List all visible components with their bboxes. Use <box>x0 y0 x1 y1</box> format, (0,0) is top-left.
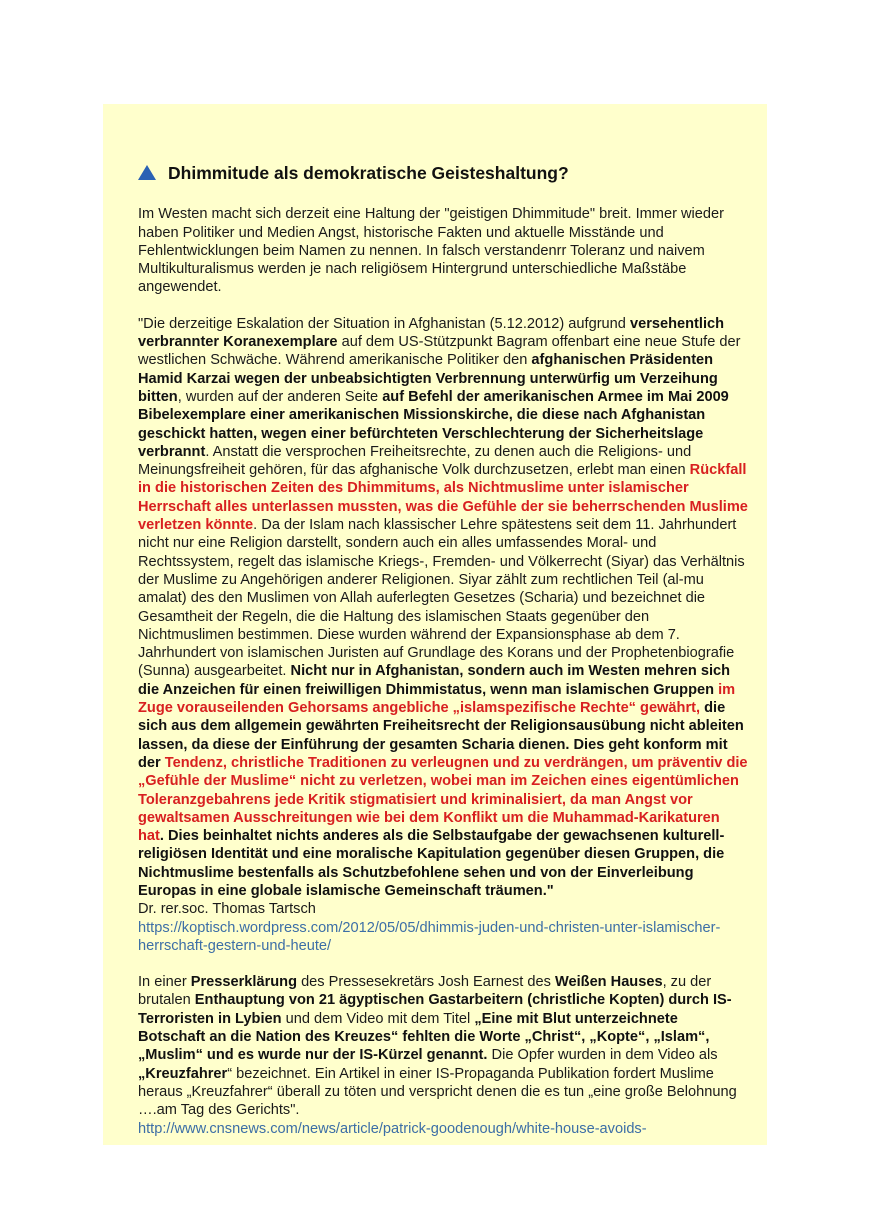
quote-paragraph <box>138 315 748 955</box>
press-paragraph <box>138 973 748 1138</box>
press-text: In einer <box>138 974 191 991</box>
quote-text: auf dem US-Stützpunkt Bagram offenbart eine neue Stufe der westlichen Schwäche. Während amerikanische Politiker den <box>138 334 741 369</box>
quote-bold: die sich aus dem allgemein gewährten Freiheitsrecht der Religionsausübung nicht ableiten lassen, da diese der Einführung der gesamten Scharia dienen. Dies geht konform mit der <box>138 700 744 771</box>
press-bold: Weißen Hauses <box>554 974 663 991</box>
press-bold: „Eine mit Blut unterzeichnete Botschaft an die Nation des Kreuzes“ fehlten die Worte „Christ“, „Kopte“, „Islam“, „Muslim“ und es wurde nur der IS-Kürzel genannt. <box>138 1010 710 1064</box>
quote-highlight-red: im Zuge vorauseilenden Gehorsams angebliche „islamspezifische Rechte“ gewährt, <box>138 681 736 717</box>
quote-text: . Anstatt die versprochen Freiheitsrechte, zu denen auch die Religions- und Meinungsfreiheit gehören, für das afghanische Volk durchzusetzen, erlebt man einen <box>138 443 692 479</box>
quote-bold: auf Befehl der amerikanischen Armee im Mai 2009 Bibelexemplare einer amerikanischen Missionskirche, die diese nach Afghanistan geschickt hatten, wegen einer befürchteten Verschlechterung der Sicherheitslage verbrannt <box>138 388 729 460</box>
press-text: und dem Video mit dem Titel <box>281 1010 475 1027</box>
quote-text: . Da der Islam nach klassischer Lehre spätestens seit dem 11. Jahrhundert nicht nur eine Religion darstellt, sondern auch ein alles umfassendes Moral- und Rechtssystem, regelt das islamische Kriegs-, Fremden- und Völkerrecht (Siyar) das Verhältnis der Muslime zu Angehörigen anderer Religionen. Siyar zählt zum rechtlichen Teil (al-mu amalat) des den Muslimen von Allah auferlegten Gesetzes (Scharia) und bezeichnet die Gesamtheit der Regeln, die die Haltung des islamischen Staats gegenüber den Nichtmuslimen bestimmen. Diese wurden während der Expansionsphase ab dem 7. Jahrhundert von islamischen Juristen auf Grundlage des Korans und der Prophetenbiografie (Sunna) ausgearbeitet. <box>138 517 745 680</box>
quote-bold: . Dies beinhaltet nichts anderes als die Selbstaufgabe der gewachsenen kulturell-religiösen Identität und eine moralische Kapitulation gegenüber diesen Gruppen, die Nichtmuslime bestenfalls als Schutzbefohlene sehen und von der Einverleibung Europas in eine globale islamische Gemeinschaft träumen." <box>138 828 725 899</box>
quote-bold: afghanischen Präsidenten Hamid Karzai wegen der unbeabsichtigten Verbrennung unterwürfig um Verzeihung bitten <box>138 352 718 405</box>
article <box>138 164 748 1156</box>
press-text: des Pressesekretärs Josh Earnest des <box>297 974 555 991</box>
blue-triangle-icon <box>138 165 156 180</box>
heading-title: Dhimmitude als demokratische Geisteshaltung? <box>168 163 569 183</box>
quote-text: , wurden auf der anderen Seite <box>177 388 383 405</box>
press-bold: Presserklärung <box>190 974 298 991</box>
quote-bold: Nicht nur in Afghanistan, sondern auch im Westen mehren sich die Anzeichen für einen freiwilligen Dhimmistatus, wenn man islamischen Gruppen <box>138 663 731 698</box>
quote-highlight-red: Tendenz, christliche Traditionen zu verleugnen und zu verdrängen, um präventiv die „Gefühle der Muslime“ nicht zu verletzen, wobei man im Zeichen eines eigentümlichen Toleranzgebahrens jede Kritik stigmatisiert und kriminalisiert, da man Angst vor gewaltsamen Ausschreitungen wie bei dem Konflikt um die Muhammad-Karikaturen hat <box>138 754 748 845</box>
press-text: , zu der brutalen <box>138 974 712 1009</box>
source-link-koptisch[interactable]: https://koptisch.wordpress.com/2012/05/05/dhimmis-juden-und-christen-unter-islamischer-herrschaft-gestern-und-heute/ <box>138 919 721 954</box>
press-text: Die Opfer wurden in dem Video als <box>487 1047 718 1064</box>
press-text: “ bezeichnet. Ein Artikel in einer IS-Propaganda Publikation fordert Muslime heraus „Kreuzfahrer“ überall zu töten und verspricht denen die es tun „eine große Belohnung ….am Tag des Gerichts". <box>138 1065 737 1119</box>
quote-highlight-red: Rückfall in die historischen Zeiten des Dhimmitums, als Nichtmuslime unter islamischer Herrschaft alles unterlassen mussten, was die Gefühle der sie beherrschenden Muslime verletzen könnte <box>138 462 748 534</box>
press-bold: „Kreuzfahrer <box>138 1065 228 1082</box>
press-bold: Enthauptung von 21 ägyptischen Gastarbeitern (christliche Kopten) durch IS-Terroristen in Lybien <box>138 992 732 1027</box>
intro-paragraph: Im Westen macht sich derzeit eine Haltung der "geistigen Dhimmitude" breit. Immer wieder haben Politiker und Medien Angst, historische Fakten und aktuelle Misstände und Fehlentwicklungen beim Namen zu nennen. In falsch verstandenrr Toleranz und naivem Multikulturalismus werden je nach religiösem Hintergrund unterschiedliche Maßstäbe angewendet. <box>138 206 724 296</box>
quote-bold: versehentlich verbrannter Koranexemplare <box>138 315 725 351</box>
quote-author: Dr. rer.soc. Thomas Tartsch <box>138 901 316 918</box>
section-heading <box>138 164 748 182</box>
quote-text: "Die derzeitige Eskalation der Situation in Afghanistan (5.12.2012) aufgrund <box>138 315 630 332</box>
source-link-cnsnews[interactable]: http://www.cnsnews.com/news/article/patrick-goodenough/white-house-avoids- <box>138 1120 647 1137</box>
